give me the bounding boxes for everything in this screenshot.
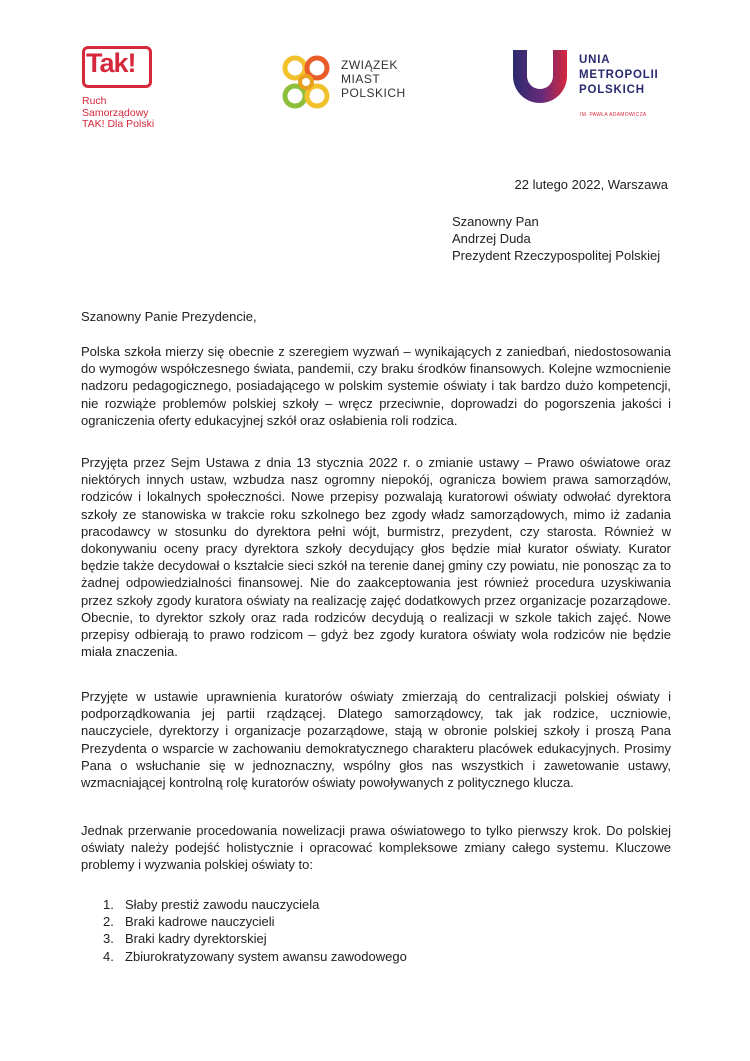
letterhead — [0, 0, 750, 140]
list-number: 3. — [103, 931, 114, 947]
zmp-logo-line: POLSKICH — [341, 86, 406, 100]
list-item-text: Słaby prestiż zawodu nauczyciela — [125, 897, 320, 912]
recipient-line: Andrzej Duda — [452, 231, 531, 247]
recipient-line: Szanowny Pan — [452, 214, 539, 229]
tak-subtitle-line: Ruch — [82, 95, 107, 107]
zmp-logo — [277, 54, 437, 116]
body-paragraph: Przyjęte w ustawie uprawnienia kuratorów oświaty zmierzają do centralizacji polskiej oświaty i podporządkowania jej partii rządzącej. Dlatego samorządowcy, tak jak rodzice, uczniowie, nauczyciele, dyrektorzy i organizacje pozarządowe, stają w obronie polskiej szkoły i proszą Pana Prezydenta o wsparcie w zachowaniu demokratycznego charakteru placówek edukacyjnych. Prosimy Pana o wsłuchanie się w jednoznaczny, wspólny głos nas wszystkich i zawetowanie ustawy, wzmacniającej kontrolną rolę kuratorów oświaty powoływanych z politycznego klucza. — [81, 689, 671, 791]
zmp-emblem-icon — [277, 54, 335, 112]
ump-logo-line: METROPOLII — [579, 69, 659, 81]
ump-logo — [510, 50, 690, 125]
salutation: Szanowny Panie Prezydencie, — [81, 309, 257, 324]
ump-logo-line: UNIA — [579, 54, 611, 66]
list-number: 2. — [103, 914, 114, 930]
body-paragraph: Polska szkoła mierzy się obecnie z szeregiem wyzwań – wynikających z zaniedbań, niedostosowania do wymogów współczesnego świata, pandemii, czy braku środków finansowych. Kolejne wzmocnienie nadzoru pedagogicznego, posiadającego w polskim systemie oświaty i tak bardzo dużo kompetencji, nie rozwiąże problemów polskiej szkoły – wręcz przeciwnie, doprowadzi do pogorszenia jakości i ograniczenia oferty edukacyjnej szkół oraz osłabienia roli rodzica. — [81, 344, 671, 428]
list-item — [103, 930, 407, 947]
list-item-text: Braki kadry dyrektorskiej — [125, 931, 267, 947]
recipient-line: Prezydent Rzeczypospolitej Polskiej — [452, 248, 661, 264]
ump-logo-line: POLSKICH — [579, 84, 645, 96]
list-item — [103, 896, 407, 913]
problems-list — [103, 896, 407, 965]
ump-u-emblem-icon — [510, 50, 570, 104]
zmp-logo-line: ZWIĄZEK — [341, 58, 398, 72]
letter-date: 22 lutego 2022, Warszawa — [514, 177, 668, 192]
tak-logo-subtitle — [82, 96, 202, 131]
recipient-block — [452, 213, 660, 265]
list-item-text: Braki kadrowe nauczycieli — [125, 914, 275, 930]
zmp-logo-line: MIAST — [341, 72, 381, 86]
body-paragraph: Jednak przerwanie procedowania nowelizacji prawa oświatowego to tylko pierwszy krok. Do polskiej oświaty należy podejść holistycznie i opracować kompleksowe zmiany całego systemu. Kluczowe problemy i wyzwania polskiej oświaty to: — [81, 823, 671, 873]
body-paragraph: Przyjęta przez Sejm Ustawa z dnia 13 stycznia 2022 r. o zmianie ustawy – Prawo oświatowe oraz niektórych innych ustaw, wzbudza nasz ogromny niepokój, ogranicza bowiem prawa samorządów, rodziców i lokalnych społeczności. Nowe przepisy pozwalają kuratorowi oświaty odwołać dyrektora szkoły ze stanowiska w trakcie roku szkolnego bez zgody władz samorządowych, mimo iż zadania pracodawcy w stosunku do dyrektora pełni wójt, burmistrz, prezydent, czy starosta. Również w dokonywaniu oceny pracy dyrektora szkoły decydujący głos będzie miał kurator oświaty. Kurator będzie także decydował o kształcie sieci szkół na terenie danej gminy czy powiatu, nie ponosząc za to żadnej odpowiedzialności finansowej. Nie do zaakceptowania jest również procedura uzyskiwania przez szkoły zgody kuratora oświaty na realizację zajęć dodatkowych przez organizacje pozarządowe. Obecnie, to dyrektor szkoły oraz rada rodziców decydują o realizacji w szkole takich zajęć. Nowe przepisy odbierają to prawo rodzicom – gdyż bez zgody kuratora oświaty wola rodziców nie będzie miała znaczenia. — [81, 455, 671, 660]
tak-logo-word: Tak! — [86, 48, 136, 78]
list-number: 1. — [103, 897, 114, 912]
tak-subtitle-line: TAK! Dla Polski — [82, 118, 155, 130]
list-item — [103, 913, 407, 930]
ump-logo-text — [579, 53, 659, 98]
list-item-text: Zbiurokratyzowany system awansu zawodowego — [125, 948, 407, 964]
ump-logo-tagline: IM. PAWŁA ADAMOWICZA — [580, 112, 647, 118]
list-item — [103, 948, 407, 965]
list-number: 4. — [103, 948, 114, 964]
tak-subtitle-line: Samorządowy — [82, 106, 149, 119]
zmp-logo-text — [341, 58, 406, 100]
